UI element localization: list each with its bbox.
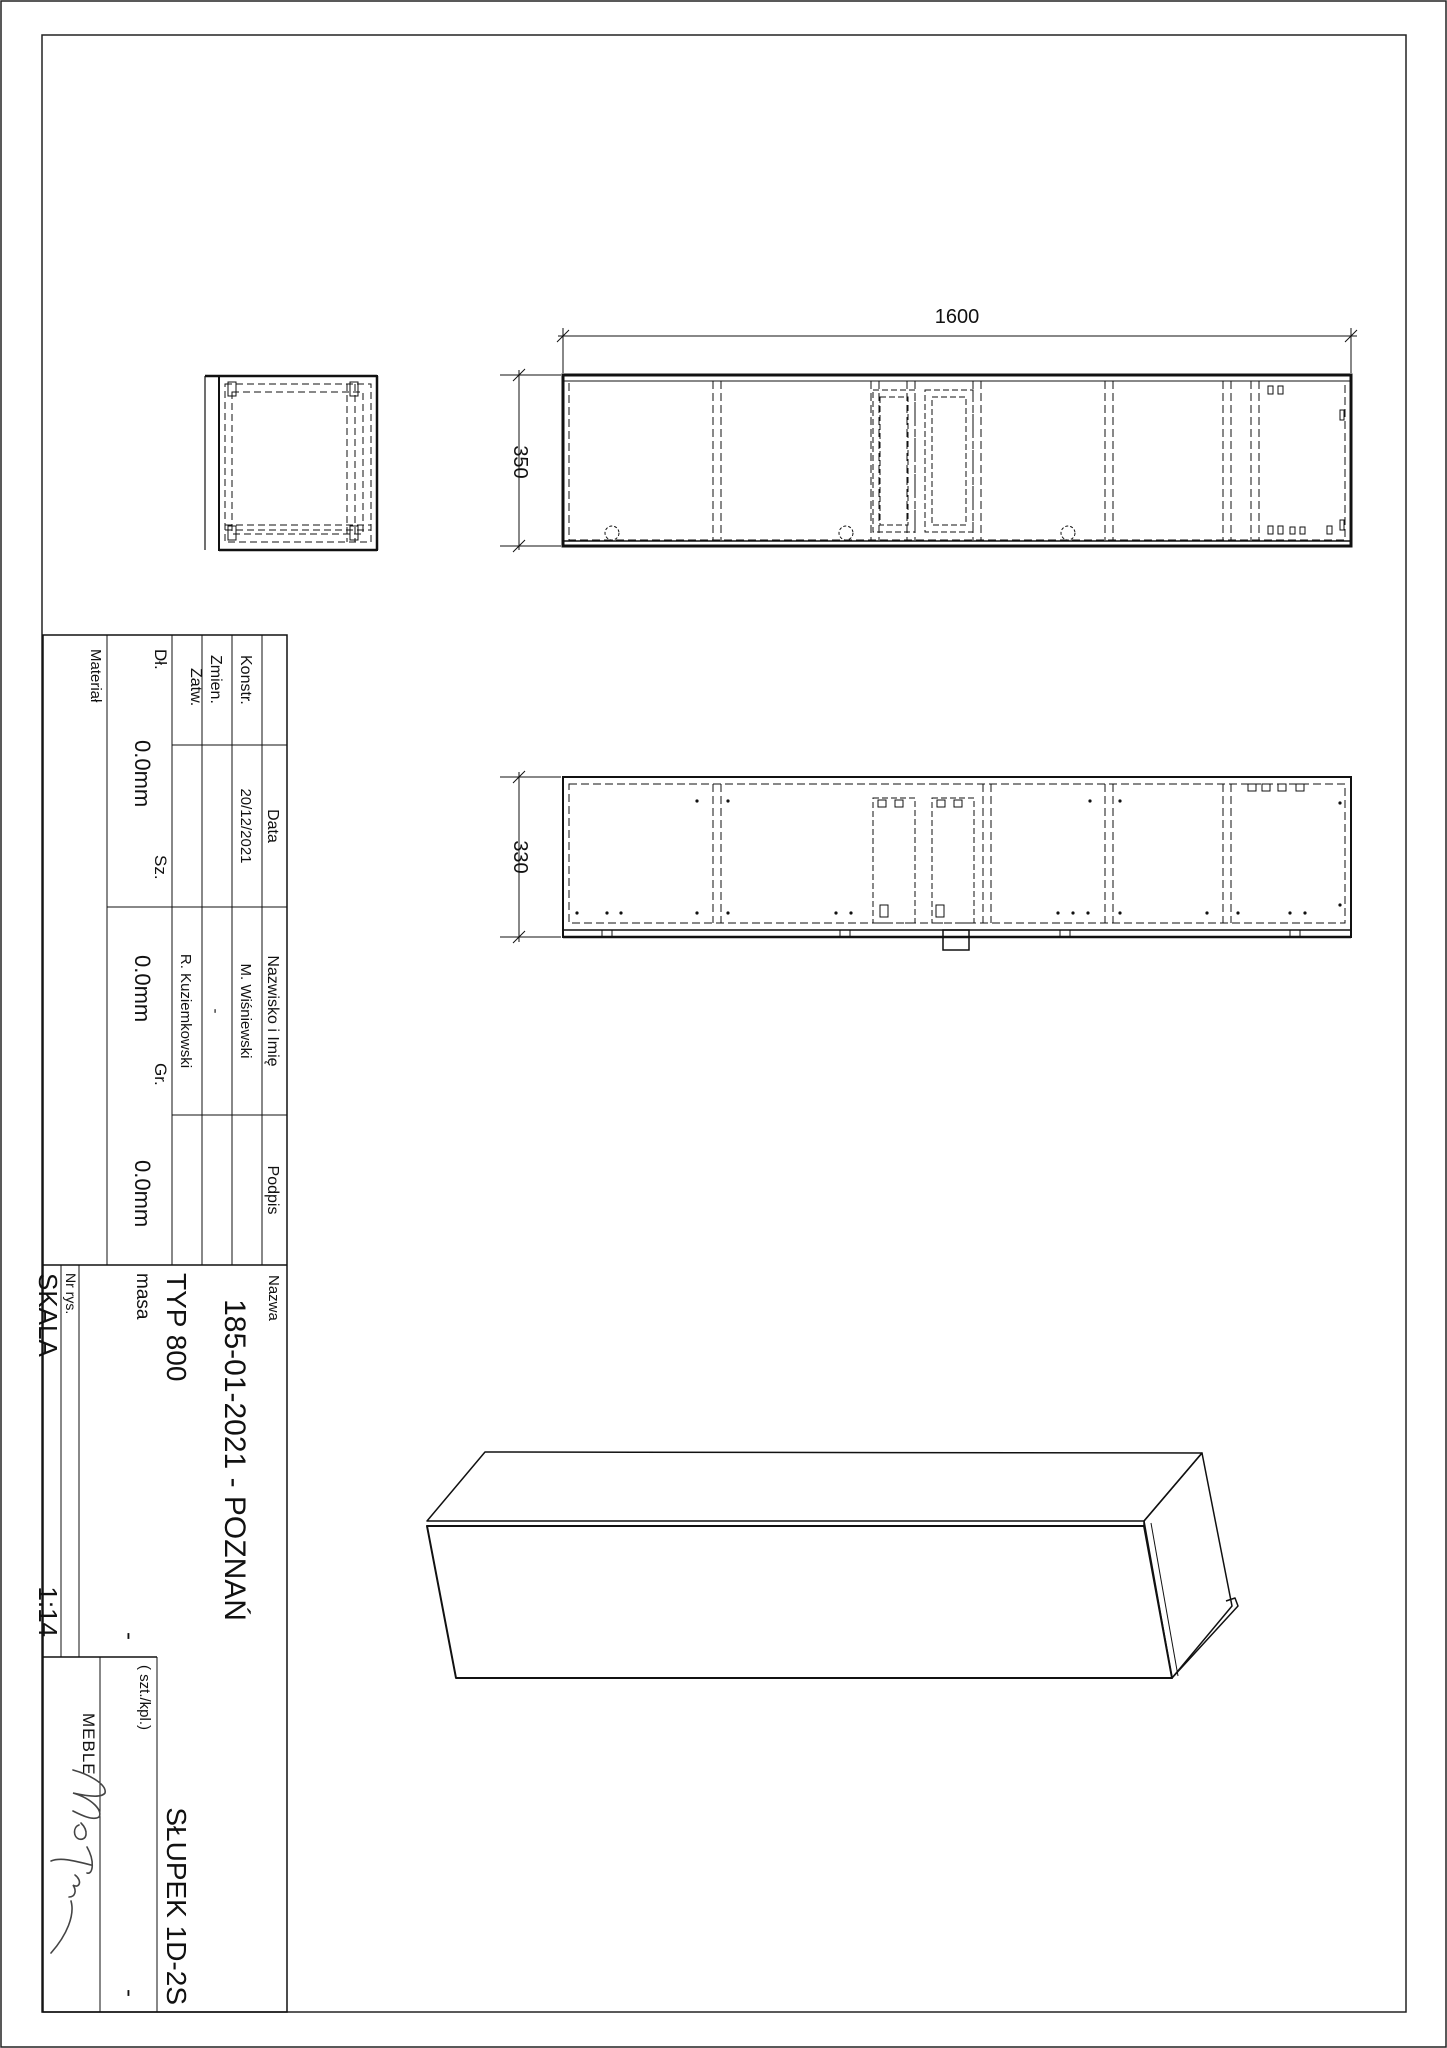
top-view bbox=[563, 777, 1351, 950]
role-approved: Zatw. bbox=[187, 668, 204, 707]
drawing-number-label: Nr rys. bbox=[63, 1273, 79, 1315]
pieces-label: ( szt./kpl.) bbox=[136, 1665, 153, 1731]
approved-name: R. Kuziemkowski bbox=[177, 953, 194, 1069]
constructor-date: 20/12/2021 bbox=[237, 788, 254, 864]
material-label: Materiał bbox=[87, 649, 104, 703]
role-changes: Zmien. bbox=[207, 655, 224, 704]
name-label: Nazwa bbox=[265, 1275, 282, 1321]
scale-label: SKALA bbox=[33, 1273, 63, 1357]
length-label: Dł. bbox=[151, 649, 170, 670]
role-constructor: Konstr. bbox=[237, 655, 254, 705]
side-view bbox=[205, 376, 377, 550]
dimension-width: 1600 bbox=[934, 306, 980, 328]
scale-value: 1:14 bbox=[33, 1586, 63, 1637]
dimension-height-bottom: 330 bbox=[509, 840, 531, 874]
header-name: Nazwisko i Imię bbox=[264, 955, 281, 1067]
pieces-value: - bbox=[116, 1989, 143, 1997]
mass-label: masa bbox=[132, 1273, 153, 1320]
changes-name: - bbox=[207, 1008, 224, 1014]
thickness-label: Gr. bbox=[151, 1063, 170, 1086]
mass-value: - bbox=[116, 1632, 143, 1640]
thickness-value: 0.0mm bbox=[130, 1160, 155, 1228]
width-value: 0.0mm bbox=[130, 955, 155, 1023]
length-value: 0.0mm bbox=[130, 740, 155, 808]
product-title: SŁUPEK 1D-2S bbox=[161, 1807, 192, 2005]
project-title: 185-01-2021 - POZNAŃ bbox=[218, 1299, 251, 1621]
brand-text: MEBLE bbox=[79, 1713, 98, 1776]
dimension-height-top: 350 bbox=[509, 445, 531, 479]
dimension-lines bbox=[500, 328, 1357, 943]
title-block bbox=[33, 635, 287, 2012]
brand-signature-logo bbox=[51, 1770, 105, 1953]
header-signature: Podpis bbox=[264, 1165, 281, 1215]
header-date: Data bbox=[264, 809, 281, 843]
constructor-name: M. Wiśniewski bbox=[237, 963, 254, 1059]
outer-border bbox=[1, 1, 1446, 2047]
type-label: TYP 800 bbox=[161, 1273, 192, 1382]
isometric-view bbox=[427, 1452, 1238, 1678]
front-view bbox=[563, 375, 1351, 546]
width-label: Sz. bbox=[151, 855, 170, 880]
